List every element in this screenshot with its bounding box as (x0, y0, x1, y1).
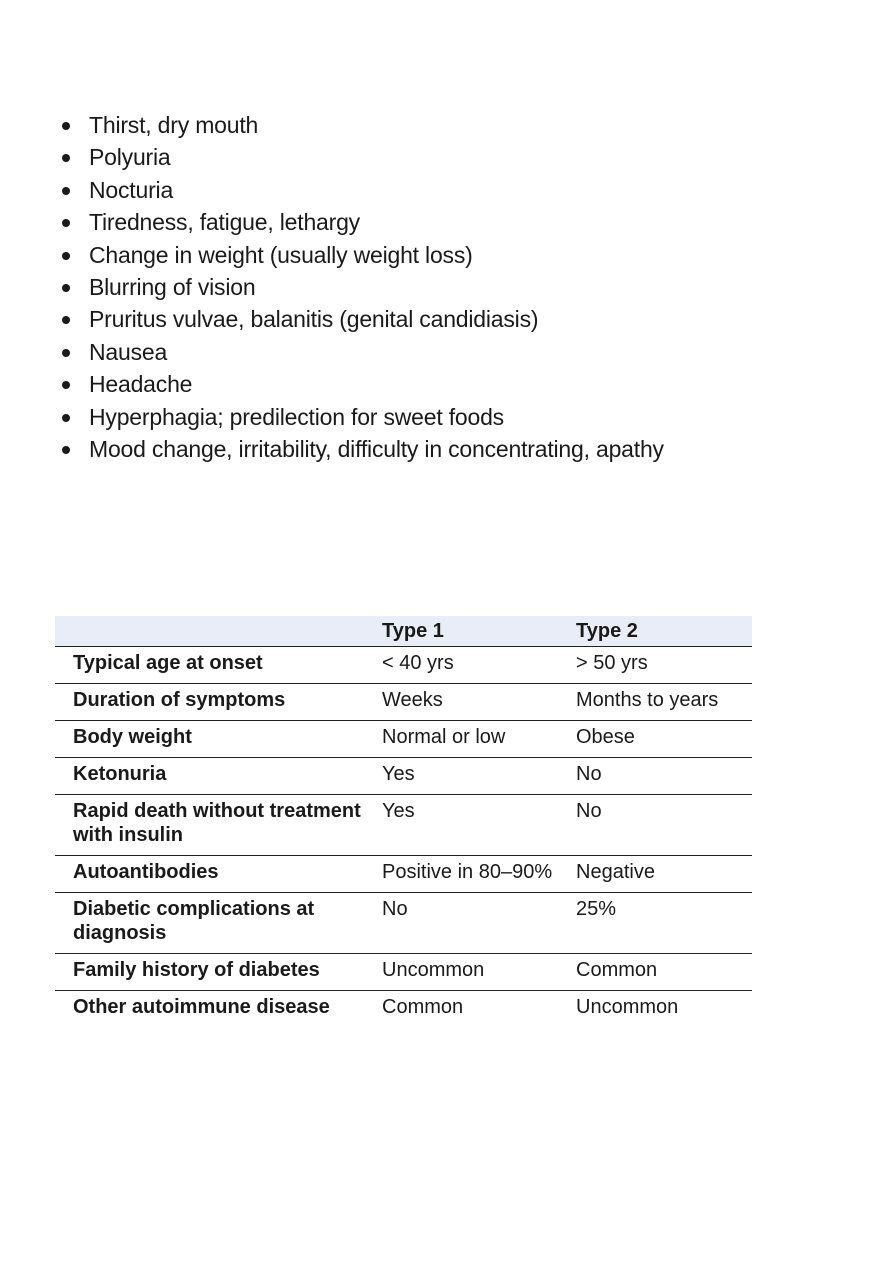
symptom-text: Pruritus vulvae, balanitis (genital candidiasis) (89, 306, 539, 333)
row-type2: Negative (576, 856, 752, 893)
row-type2: Common (576, 954, 752, 991)
row-type2: Obese (576, 721, 752, 758)
table-row (55, 856, 752, 893)
symptom-text: Headache (89, 371, 193, 398)
bullet-icon (62, 284, 70, 292)
row-feature: Other autoimmune disease (73, 996, 330, 1018)
symptom-text: Blurring of vision (89, 273, 256, 300)
bullet-icon (62, 122, 70, 130)
bullet-icon (62, 252, 70, 260)
list-item (60, 433, 664, 465)
table-row (55, 893, 752, 954)
symptom-text: Change in weight (usually weight loss) (89, 241, 473, 268)
bullet-icon (62, 187, 70, 195)
bullet-icon (62, 446, 70, 454)
list-item (60, 336, 664, 368)
list-item (60, 368, 664, 400)
row-type2: No (576, 795, 752, 856)
table-row (55, 647, 752, 684)
header-type2: Type 2 (576, 616, 752, 647)
list-item (60, 141, 664, 173)
symptom-text: Polyuria (89, 144, 171, 171)
bullet-icon (62, 219, 70, 227)
symptom-text: Nausea (89, 338, 168, 365)
table-row (55, 721, 752, 758)
row-type1: Yes (382, 795, 576, 856)
row-feature: Duration of symptoms (55, 684, 382, 721)
row-type1: Uncommon (382, 954, 576, 991)
list-item (60, 174, 664, 206)
symptom-list (60, 109, 664, 465)
bullet-icon (62, 154, 70, 162)
list-item (60, 206, 664, 238)
table-row (55, 684, 752, 721)
list-item (60, 109, 664, 141)
row-type1: Normal or low (382, 721, 576, 758)
symptom-text: Mood change, irritability, difficulty in concentrating, apathy (89, 435, 664, 462)
diabetes-type-comparison-table (55, 616, 752, 1027)
list-item (60, 239, 664, 271)
row-feature: Typical age at onset (55, 647, 382, 684)
symptom-text: Thirst, dry mouth (89, 112, 259, 138)
header-type1: Type 1 (382, 616, 576, 647)
list-item (60, 271, 664, 303)
symptom-text: Tiredness, fatigue, lethargy (89, 209, 360, 236)
row-type1: Common (382, 996, 464, 1018)
table-header (55, 616, 752, 647)
row-type1: Positive in 80–90% (382, 856, 576, 893)
row-type2: Uncommon (576, 996, 679, 1018)
bullet-icon (62, 381, 70, 389)
row-type1: < 40 yrs (382, 647, 576, 684)
row-feature: Diabetic complications at diagnosis (55, 893, 382, 954)
row-feature: Body weight (55, 721, 382, 758)
row-type2: > 50 yrs (576, 647, 752, 684)
table-row (55, 795, 752, 856)
table-row (55, 954, 752, 991)
list-item (60, 303, 664, 335)
header-feature (55, 616, 382, 647)
row-type1: Yes (382, 758, 576, 795)
bullet-icon (62, 414, 70, 422)
list-item (60, 401, 664, 433)
row-type2: Months to years (576, 684, 752, 721)
bullet-icon (62, 349, 70, 357)
row-feature: Family history of diabetes (55, 954, 382, 991)
table-row (55, 758, 752, 795)
table-header-row (55, 616, 752, 647)
symptom-text: Nocturia (89, 176, 174, 203)
symptom-text: Hyperphagia; predilection for sweet foods (89, 403, 504, 430)
row-type1: Weeks (382, 684, 576, 721)
table-row (55, 991, 752, 1028)
row-type2: 25% (576, 893, 752, 954)
table-body (55, 647, 752, 1028)
row-feature: Rapid death without treatment with insulin (55, 795, 382, 856)
row-feature: Autoantibodies (55, 856, 382, 893)
row-type1: No (382, 893, 576, 954)
row-type2: No (576, 758, 752, 795)
row-feature: Ketonuria (55, 758, 382, 795)
bullet-icon (62, 316, 70, 324)
